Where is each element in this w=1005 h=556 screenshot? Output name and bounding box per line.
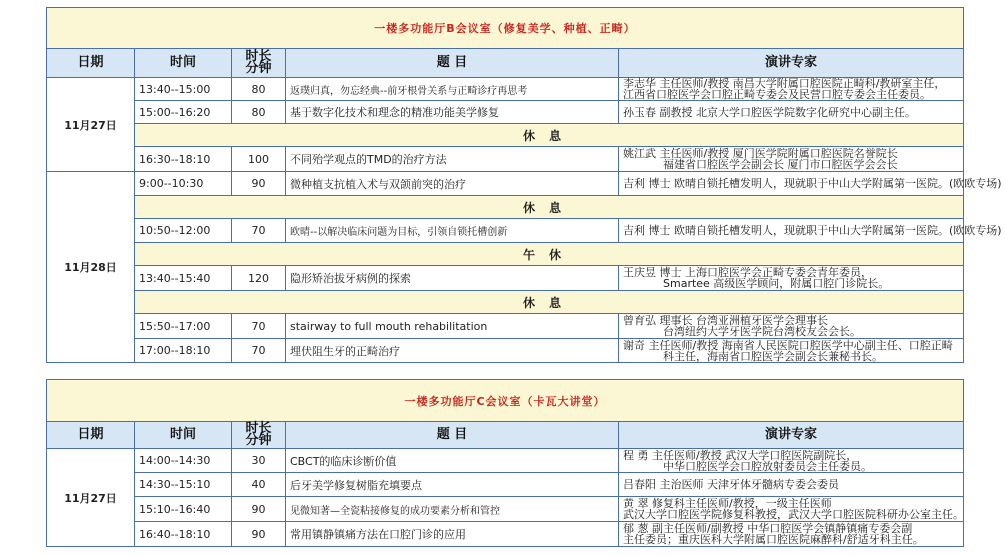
header-topic: 题 目 [286, 49, 619, 78]
header-duration-bottom: 分钟 [245, 433, 272, 448]
duration-cell: 100 [232, 147, 286, 172]
break-label: 休息 [135, 291, 964, 314]
break-row [47, 124, 964, 147]
duration-cell: 90 [232, 522, 286, 547]
time-cell: 15:00--16:20 [135, 101, 232, 124]
speaker-cell [619, 219, 1002, 243]
speaker-line: 中华口腔医学会口腔放射委员会主任委员。 [663, 459, 872, 473]
speaker-cell [619, 78, 964, 101]
speaker-line: 王庆昱 博士 上海口腔医学会正畸专委会青年委员， [623, 266, 872, 279]
header-speaker: 演讲专家 [619, 49, 964, 78]
speaker-line: 孙玉春 副教授 北京大学口腔医学院数字化研究中心副主任。 [623, 105, 916, 119]
duration-cell: 120 [232, 266, 286, 291]
topic-cell: 隐形矫治拔牙病例的探索 [286, 266, 619, 291]
hall-c-schedule [46, 379, 964, 547]
speaker-line: 程 勇 主任医师/教授 武汉大学口腔医院副院长， [623, 448, 858, 462]
topic-cell: 埋伏阻生牙的正畸治疗 [286, 339, 619, 363]
header-time: 时间 [135, 49, 232, 78]
date-cell: 11月28日 [47, 172, 135, 363]
speaker-line: 科主任，海南省口腔医学会副会长兼秘书长。 [663, 349, 883, 363]
duration-cell: 90 [232, 172, 286, 196]
header-duration-bottom: 分钟 [245, 61, 272, 76]
time-cell: 16:30--18:10 [135, 147, 232, 172]
hall-b-header-row [47, 49, 964, 78]
duration-cell: 80 [232, 101, 286, 124]
time-cell: 15:10--16:40 [135, 497, 232, 522]
table-row [47, 339, 964, 363]
speaker-cell [619, 339, 964, 363]
topic-cell: 见微知著—全瓷粘接修复的成功要素分析和管控 [286, 497, 619, 522]
table-row [47, 101, 964, 124]
header-duration [232, 422, 286, 449]
break-label: 休息 [135, 124, 964, 147]
speaker-line: 吉利 博士 欧晴自锁托槽发明人，现就职于中山大学附属第一医院。(欧欧专场) [623, 177, 1002, 190]
duration-cell: 70 [232, 339, 286, 363]
header-duration [232, 49, 286, 78]
speaker-cell [619, 172, 1002, 196]
break-row [47, 291, 964, 314]
table-row [47, 522, 964, 547]
date-cell: 11月27日 [47, 78, 135, 172]
topic-cell: 基于数字化技术和理念的精准功能美学修复 [286, 101, 619, 124]
time-cell: 13:40--15:00 [135, 78, 232, 101]
speaker-cell [619, 473, 964, 497]
time-cell: 15:50--17:00 [135, 314, 232, 339]
duration-cell: 70 [232, 219, 286, 243]
hall-c-header-row [47, 422, 964, 449]
speaker-line: 台湾纽约大学牙医学院台湾校友会会长。 [663, 325, 861, 338]
time-cell: 13:40--15:40 [135, 266, 232, 291]
duration-cell: 90 [232, 497, 286, 522]
break-row [47, 243, 964, 266]
speaker-line: 吕春阳 主治医师 天津牙体牙髓病专委会委员 [623, 478, 839, 491]
time-cell: 17:00--18:10 [135, 339, 232, 363]
speaker-line: 福建省口腔医学会副会长 厦门市口腔医学会会长 [663, 158, 898, 171]
duration-cell: 30 [232, 449, 286, 473]
time-cell: 14:30--15:10 [135, 473, 232, 497]
speaker-line: 黄 翠 修复科主任医师/教授，一级主任医师 [623, 497, 832, 510]
header-date: 日期 [47, 49, 135, 78]
table-row [47, 147, 964, 172]
header-speaker: 演讲专家 [619, 422, 964, 449]
header-time: 时间 [135, 422, 232, 449]
topic-cell: 返璞归真，勿忘经典--前牙根骨关系与正畸诊疗再思考 [286, 78, 619, 101]
table-row [47, 219, 964, 243]
table-row [47, 449, 964, 473]
table-row [47, 497, 964, 522]
speaker-line: 武汉大学口腔医学院修复科教授，武汉大学口腔医院科研办公室主任。 [623, 508, 964, 521]
header-topic: 题 目 [286, 422, 619, 449]
break-row [47, 196, 964, 219]
topic-cell: 不同殆学观点的TMD的治疗方法 [286, 147, 619, 172]
topic-cell: 常用镇静镇痛方法在口腔门诊的应用 [286, 522, 619, 547]
speaker-line: 郁 葱 副主任医师/副教授 中华口腔医学会镇静镇痛专委会副 [623, 522, 913, 535]
topic-cell: CBCT的临床诊断价值 [286, 449, 619, 473]
speaker-line: 姚江武 主任医师/教授 厦门医学院附属口腔医院名誉院长 [623, 147, 898, 160]
speaker-line: 李志华 主任医师/教授 南昌大学附属口腔医院正畸科/教研室主任， [623, 77, 946, 90]
topic-cell: 欧晴--以解决临床问题为目标，引领自锁托槽创新 [286, 219, 619, 243]
hall-b-title: 一楼多功能厅B会议室（修复美学、种植、正畸） [47, 8, 964, 49]
speaker-cell [619, 314, 964, 339]
speaker-line: Smartee 高级医学顾问，附属口腔门诊院长。 [663, 277, 890, 290]
speaker-cell [619, 266, 964, 291]
hall-c-title: 一楼多功能厅C会议室（卡瓦大讲堂） [47, 380, 964, 422]
speaker-cell [619, 147, 964, 172]
table-row [47, 314, 964, 339]
topic-cell: 微种植支抗植入术与双颌前突的治疗 [286, 172, 619, 196]
speaker-line: 江西省口腔医学会口腔正畸专委会及民营口腔专委会主任委员。 [623, 88, 931, 101]
topic-cell: stairway to full mouth rehabilitation [286, 314, 619, 339]
table-row [47, 172, 964, 196]
table-row [47, 78, 964, 101]
break-label: 午休 [135, 243, 964, 266]
hall-b-schedule [46, 7, 1002, 363]
header-duration-top: 时长 [245, 49, 272, 64]
duration-cell: 70 [232, 314, 286, 339]
header-duration-top: 时长 [245, 421, 272, 436]
speaker-line: 曾育弘 理事长 台湾亚洲植牙医学会理事长 [623, 314, 828, 327]
table-row [47, 266, 964, 291]
time-cell: 14:00--14:30 [135, 449, 232, 473]
speaker-cell [619, 522, 964, 547]
speaker-line: 谢奇 主任医师/教授 海南省人民医院口腔医学中心副主任、口腔正畸 [623, 338, 953, 352]
table-row [47, 473, 964, 497]
speaker-cell [619, 101, 964, 124]
speaker-cell [619, 497, 964, 522]
time-cell: 10:50--12:00 [135, 219, 232, 243]
time-cell: 16:40--18:10 [135, 522, 232, 547]
date-cell: 11月27日 [47, 449, 135, 547]
speaker-cell [619, 449, 964, 473]
header-date: 日期 [47, 422, 135, 449]
duration-cell: 80 [232, 78, 286, 101]
break-label: 休息 [135, 196, 964, 219]
speaker-line: 吉利 博士 欧晴自锁托槽发明人，现就职于中山大学附属第一医院。(欧欧专场) [623, 224, 1002, 237]
time-cell: 9:00--10:30 [135, 172, 232, 196]
topic-cell: 后牙美学修复树脂充填要点 [286, 473, 619, 497]
speaker-line: 主任委员；重庆医科大学附属口腔医院麻醉科/舒适牙科主任。 [623, 533, 924, 546]
duration-cell: 40 [232, 473, 286, 497]
